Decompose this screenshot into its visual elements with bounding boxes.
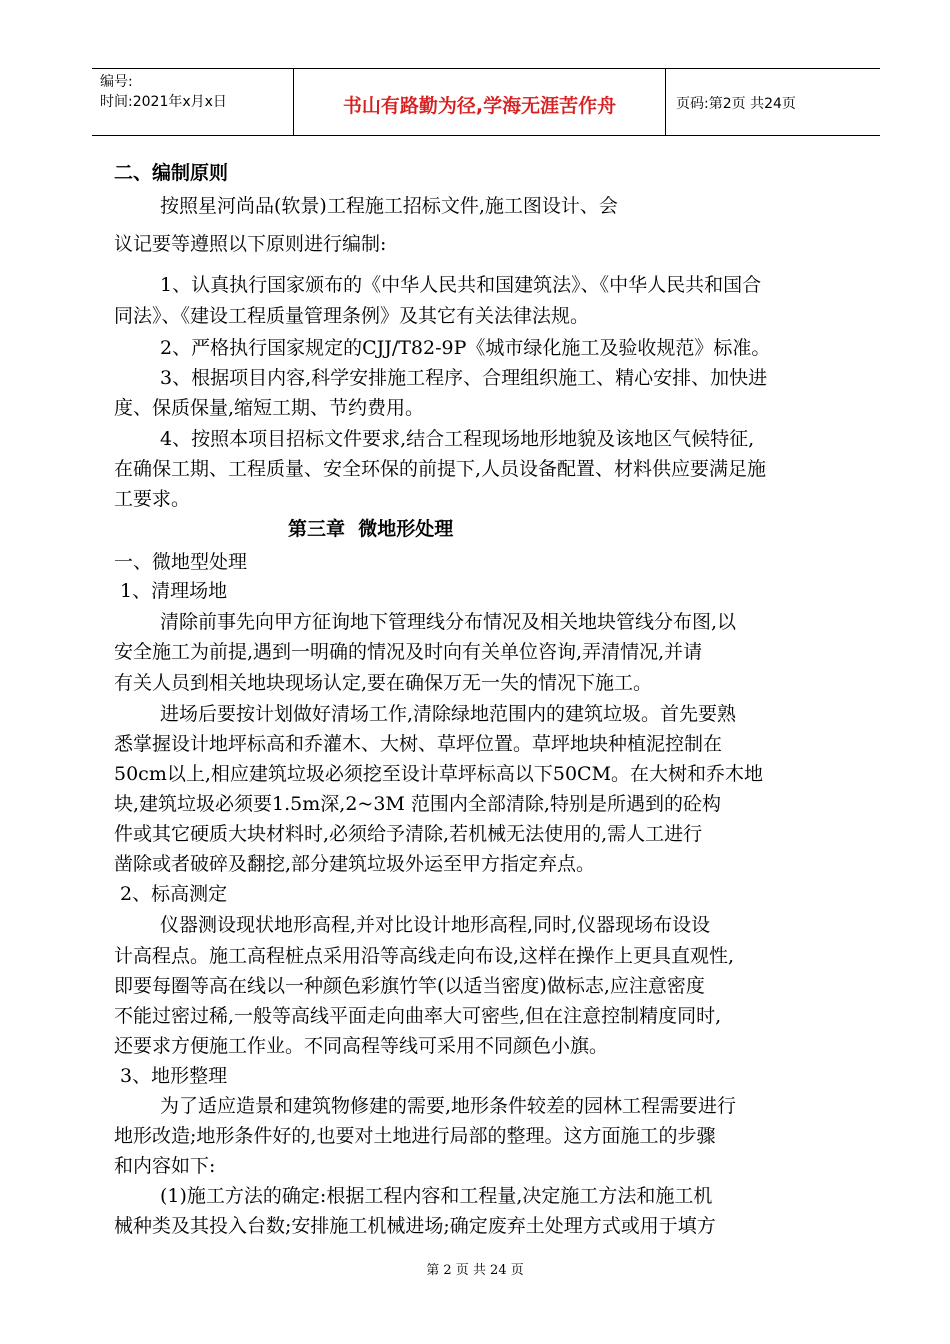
chapter-heading: 第三章 微地形处理 [288, 518, 454, 540]
paragraph-line: 块,建筑垃圾必须要1.5m深,2~3M 范围内全部清除,特别是所遇到的砼构 [114, 793, 721, 815]
paragraph-line: 同法》、《建设工程质量管理条例》及其它有关法律法规。 [114, 305, 590, 327]
page-footer: 第 2 页 共 24 页 [426, 1263, 524, 1278]
paragraph-line: 进场后要按计划做好清场工作,清除绿地范围内的建筑垃圾。首先要熟 [160, 703, 737, 725]
paragraph-line: 按照星河尚品(软景)工程施工招标文件,施工图设计、会 [160, 195, 618, 217]
paragraph-line: 械种类及其投入台数;安排施工机械进场;确定废弃土处理方式或用于填方 [114, 1215, 716, 1237]
paragraph-line: 度、保质保量,缩短工期、节约费用。 [114, 397, 425, 419]
paragraph-line: 和内容如下: [114, 1155, 216, 1177]
paragraph-line: 在确保工期、工程质量、安全环保的前提下,人员设备配置、材料供应要满足施 [114, 458, 767, 480]
paragraph-line: 4、按照本项目招标文件要求,结合工程现场地形地貌及该地区气候特征, [160, 428, 755, 450]
paragraph-line: 不能过密过稀,一般等高线平面走向曲率大可密些,但在注意控制精度同时, [114, 1005, 722, 1027]
paragraph-line: 2、严格执行国家规定的CJJ/T82-9P《城市绿化施工及验收规范》标准。 [160, 337, 771, 359]
paragraph-line: 为了适应造景和建筑物修建的需要,地形条件较差的园林工程需要进行 [160, 1095, 737, 1117]
item-heading: 3、地形整理 [120, 1065, 228, 1087]
header-motto: 书山有路勤为径,学海无涯苦作舟 [342, 95, 617, 117]
section-heading: 二、编制原则 [114, 162, 229, 184]
paragraph-line: 凿除或者破碎及翻挖,部分建筑垃圾外运至甲方指定弃点。 [114, 853, 596, 875]
paragraph-line: 清除前事先向甲方征询地下管理线分布情况及相关地块管线分布图,以 [160, 611, 737, 633]
item-heading: 2、标高测定 [120, 883, 228, 905]
paragraph-line: (1)施工方法的确定:根据工程内容和工程量,决定施工方法和施工机 [160, 1185, 713, 1207]
paragraph-line: 工要求。 [114, 488, 191, 510]
subsection-heading: 一、微地型处理 [114, 551, 248, 573]
header-divider [665, 69, 666, 135]
paragraph-line: 3、根据项目内容,科学安排施工程序、合理组织施工、精心安排、加快进 [160, 367, 768, 389]
code-label: 编号: [100, 74, 133, 90]
paragraph-line: 地形改造;地形条件好的,也要对土地进行局部的整理。这方面施工的步骤 [114, 1125, 716, 1147]
paragraph-line: 1、认真执行国家颁布的《中华人民共和国建筑法》、《中华人民共和国合 [160, 274, 762, 296]
time-label: 时间:2021年x月x日 [100, 94, 227, 110]
item-heading: 1、清理场地 [120, 580, 228, 602]
header-page-info: 页码:第2页 共24页 [676, 96, 796, 112]
paragraph-line: 有关人员到相关地块现场认定,要在确保万无一失的情况下施工。 [114, 672, 653, 694]
paragraph-line: 仪器测设现状地形高程,并对比设计地形高程,同时,仪器现场布设设 [160, 914, 711, 936]
paragraph-line: 即要每圈等高在线以一种颜色彩旗竹竿(以适当密度)做标志,应注意密度 [114, 975, 705, 997]
paragraph-line: 50cm以上,相应建筑垃圾必须挖至设计草坪标高以下50CM。在大树和乔木地 [114, 763, 764, 785]
header-left [100, 72, 227, 112]
page-header [92, 68, 880, 136]
paragraph-line: 悉掌握设计地坪标高和乔灌木、大树、草坪位置。草坪地块种植泥控制在 [114, 733, 723, 755]
paragraph-line: 议记要等遵照以下原则进行编制: [114, 233, 387, 255]
paragraph-line: 安全施工为前提,遇到一明确的情况及时向有关单位咨询,弄清情况,并请 [114, 641, 703, 663]
paragraph-line: 件或其它硬质大块材料时,必须给予清除,若机械无法使用的,需人工进行 [114, 823, 703, 845]
paragraph-line: 计高程点。施工高程桩点采用沿等高线走向布设,这样在操作上更具直观性, [114, 945, 735, 967]
paragraph-line: 还要求方便施工作业。不同高程等线可采用不同颜色小旗。 [114, 1035, 609, 1057]
